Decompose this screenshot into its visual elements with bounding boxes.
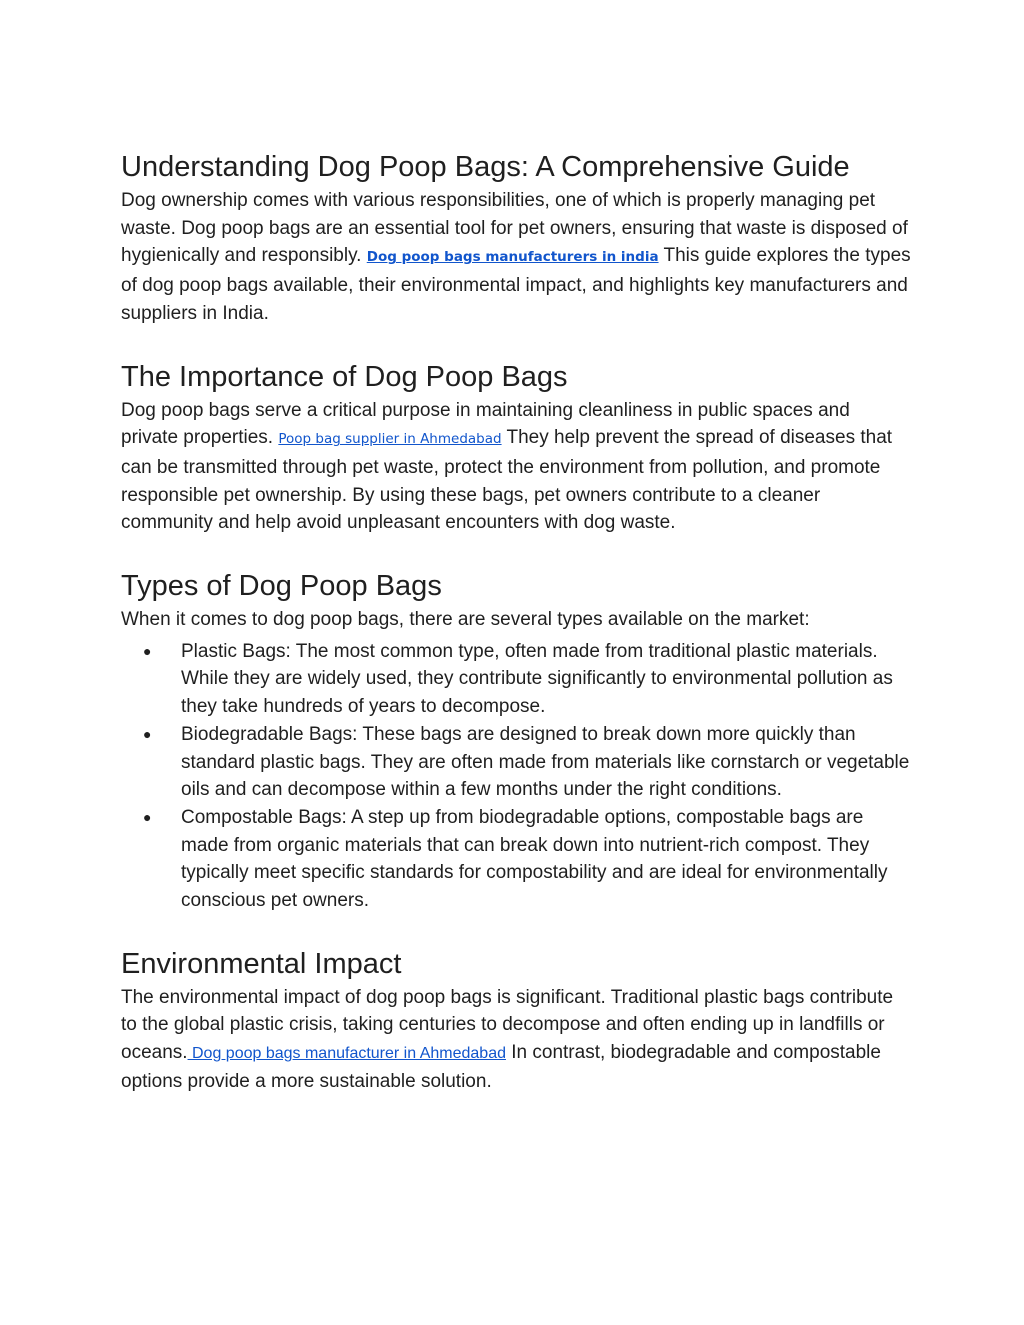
types-heading: Types of Dog Poop Bags: [121, 570, 442, 603]
bullet-icon: ●: [143, 642, 152, 659]
list-item-text: Plastic Bags: The most common type, often made from traditional plastic materials. While they are widely used, they contribute significantly to environmental pollution as they take hundreds of years to decompose.: [181, 640, 893, 718]
link-supplier-ahmedabad[interactable]: Poop bag supplier in Ahmedabad: [278, 431, 502, 448]
link-manufacturer-ahmedabad[interactable]: Dog poop bags manufacturer in Ahmedabad: [187, 1045, 506, 1063]
list-item-text: Biodegradable Bags: These bags are designed to break down more quickly than standard plastic bags. They are often made from materials like cornstarch or vegetable oils and can decompose within a few months under the right conditions.: [181, 723, 910, 801]
page-title: Understanding Dog Poop Bags: A Comprehensive Guide: [121, 151, 850, 183]
types-list: [121, 638, 911, 915]
section-guide: [121, 148, 911, 328]
guide-text-before: Dog ownership comes with various responsibilities, one of which is properly managing pet waste. Dog poop bags are an essential tool for pet owners, ensuring that waste is disposed of hygienically and responsibly.: [121, 190, 908, 267]
environment-heading: Environmental Impact: [121, 947, 402, 980]
environment-text-before: The environmental impact of dog poop bags is significant. Traditional plastic bags contribute to the global plastic crisis, taking centuries to decompose and often ending up in landfills or oceans.: [121, 986, 894, 1064]
section-types: [121, 567, 911, 915]
importance-text-before: Dog poop bags serve a critical purpose in maintaining cleanliness in public spaces and private properties.: [121, 399, 850, 449]
list-item: [143, 804, 911, 915]
document-page: [121, 148, 911, 1126]
section-environment: [121, 945, 911, 1096]
section-importance: [121, 358, 911, 538]
guide-paragraph: [121, 187, 911, 328]
types-intro: When it comes to dog poop bags, there are several types available on the market:: [121, 609, 810, 631]
list-item: [143, 638, 911, 721]
environment-text-after: In contrast, biodegradable and compostable options provide a more sustainable solution.: [121, 1042, 881, 1092]
list-item: [143, 721, 911, 804]
bullet-icon: ●: [143, 808, 152, 825]
guide-text-after: This guide explores the types of dog poop bags available, their environmental impact, and highlights key manufacturers and suppliers in India.: [121, 245, 911, 324]
list-item-text: Compostable Bags: A step up from biodegradable options, compostable bags are made from organic materials that can break down into nutrient-rich compost. They typically meet specific standards for compostability and are ideal for environmentally conscious pet owners.: [181, 806, 888, 912]
environment-paragraph: [121, 984, 911, 1096]
link-manufacturers-india[interactable]: Dog poop bags manufacturers in india: [366, 249, 659, 266]
importance-heading: The Importance of Dog Poop Bags: [121, 360, 568, 393]
bullet-icon: ●: [143, 725, 152, 742]
importance-text-after: They help prevent the spread of diseases that can be transmitted through pet waste, protect the environment from pollution, and promote responsible pet ownership. By using these bags, pet owners contribute to a cleaner community and help avoid unpleasant encounters with dog waste.: [121, 427, 893, 534]
importance-paragraph: [121, 397, 911, 538]
